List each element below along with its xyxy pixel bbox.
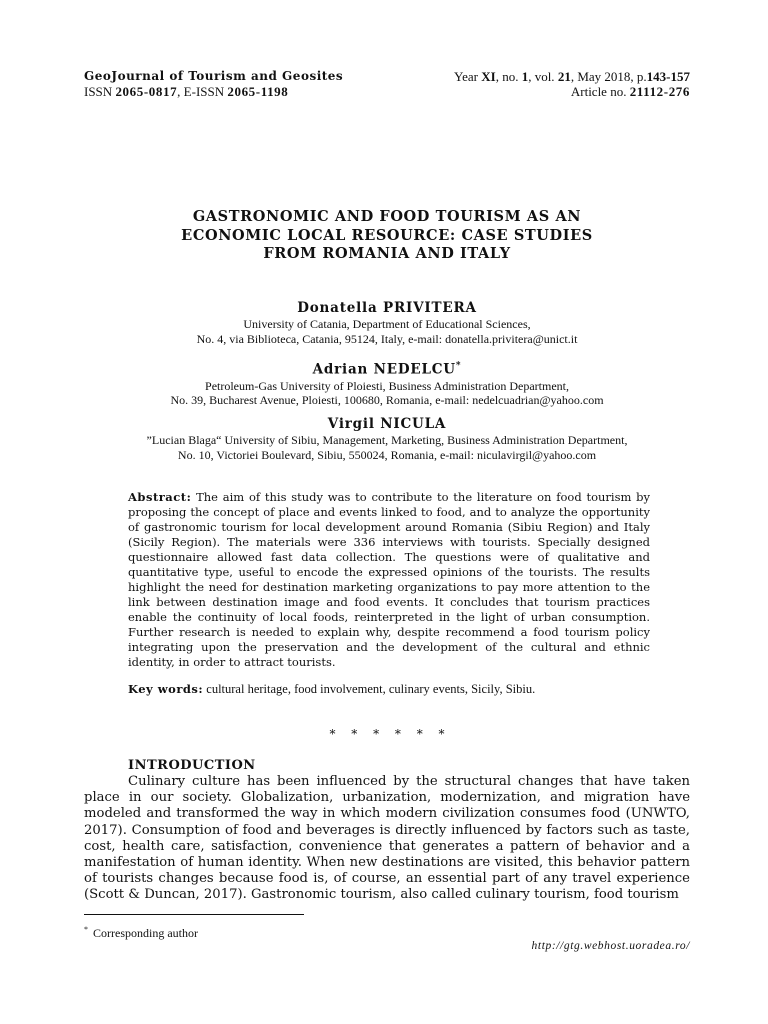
article-number: 21112-276 (629, 84, 690, 99)
issn-info (84, 84, 288, 99)
author-name (84, 416, 690, 433)
issn-value: 2065-0817 (115, 84, 178, 99)
footnote-text: Corresponding author (93, 926, 198, 940)
affiliation-line: No. 10, Victoriei Boulevard, Sibiu, 550024, Romania, e-mail: niculavirgil@yahoo.com (177, 447, 597, 462)
affiliation-line: No. 39, Bucharest Avenue, Ploiesti, 100680, Romania, e-mail: nedelcuadrian@yahoo.com (170, 393, 604, 407)
author-name-text: Donatella PRIVITERA (297, 300, 477, 316)
author-affiliation (84, 433, 690, 462)
author-block (84, 358, 690, 408)
corresponding-mark: * (455, 361, 462, 371)
footnote-mark: * (84, 925, 88, 934)
introduction-heading: INTRODUCTION (128, 758, 256, 773)
year-value: XI (481, 69, 496, 84)
header-row-1 (84, 69, 690, 84)
introduction-text: Culinary culture has been influenced by the structural changes that have taken place in our society. Globalization, urbanization, modernization, and migration have modeled and transformed the way in which modern civilization consumes food (UNWTO, 2017). Consumption of food and beverages is directly influenced by factors such as taste, cost, health care, satisfaction, convenience that generates a pattern of behavior and a manifestation of human identity. When new destinations are visited, this behavior pattern of tourists changes because food is, of course, an essential part of any travel experience (Scott & Duncan, 2017). Gastronomic tourism, also called culinary tourism, food tourism (84, 774, 690, 903)
article-label: Article no. (570, 84, 627, 99)
journal-url: http://gtg.webhost.uoradea.ro/ (531, 940, 690, 952)
abstract (128, 490, 650, 670)
author-block (84, 300, 690, 346)
eissn-value: 2065-1198 (227, 84, 289, 99)
eissn-label: , E-ISSN (177, 84, 225, 99)
no-value: 1 (521, 69, 529, 84)
author-affiliation (84, 379, 690, 408)
issn-label: ISSN (84, 84, 113, 99)
keywords-label: Key words: (128, 682, 204, 696)
article-title (84, 208, 690, 264)
abstract-label: Abstract: (128, 490, 192, 504)
running-header (84, 69, 690, 99)
author-name-text: Adrian NEDELCU (312, 361, 456, 378)
vol-value: 21 (557, 69, 571, 84)
article-info (571, 84, 690, 99)
keywords-text: cultural heritage, food involvement, culinary events, Sicily, Sibiu. (206, 682, 536, 696)
affiliation-line: University of Catania, Department of Educational Sciences, (243, 317, 531, 331)
affiliation-line: No. 4, via Biblioteca, Catania, 95124, Italy, e-mail: donatella.privitera@unict.it (196, 331, 578, 346)
header-row-2 (84, 84, 690, 99)
pages-value: 143-157 (646, 69, 690, 84)
year-label: Year (454, 69, 478, 84)
keywords (128, 682, 658, 697)
author-block (84, 416, 690, 462)
author-name (84, 358, 690, 379)
title-line: GASTRONOMIC AND FOOD TOURISM AS AN (192, 208, 582, 225)
footnote-divider (84, 914, 304, 915)
author-name-text: Virgil NICULA (327, 416, 447, 432)
vol-label: , vol. (528, 69, 555, 84)
issue-info (454, 69, 690, 84)
author-name (84, 300, 690, 317)
affiliation-line: ”Lucian Blaga“ University of Sibiu, Management, Marketing, Business Administration Department, (146, 433, 628, 447)
section-separator: * * * * * * (329, 727, 445, 741)
no-label: , no. (495, 69, 519, 84)
abstract-text: The aim of this study was to contribute to the literature on food tourism by proposing the concept of place and events linked to food, and to analyze the opportunity of gastronomic tourism for local development around Romania (Sibiu Region) and Italy (Sicily Region). The materials were 336 interviews with tourists. Specially designed questionnaire allowed fast data collection. The questions were of qualitative and quantitative type, useful to encode the expressed opinions of the tourists. The results highlight the need for destination marketing organizations to pay more attention to the link between destination image and food events. It concludes that tourism practices enable the continuity of local foods, reinterpreted in the light of urban consumption. Further research is needed to explain why, despite recommend a food tourism policy integrating upon the preservation and the development of the cultural and ethnic identity, in order to attract tourists. (128, 490, 650, 669)
issue-date: , May 2018 (570, 69, 631, 84)
journal-name: GeoJournal of Tourism and Geosites (84, 69, 344, 83)
title-line: FROM ROMANIA AND ITALY (263, 245, 511, 262)
footnote (84, 922, 198, 941)
author-affiliation (84, 317, 690, 346)
affiliation-line: Petroleum-Gas University of Ploiesti, Business Administration Department, (205, 378, 569, 393)
title-line: ECONOMIC LOCAL RESOURCE: CASE STUDIES (181, 226, 593, 244)
pages-label: , p. (630, 69, 647, 84)
